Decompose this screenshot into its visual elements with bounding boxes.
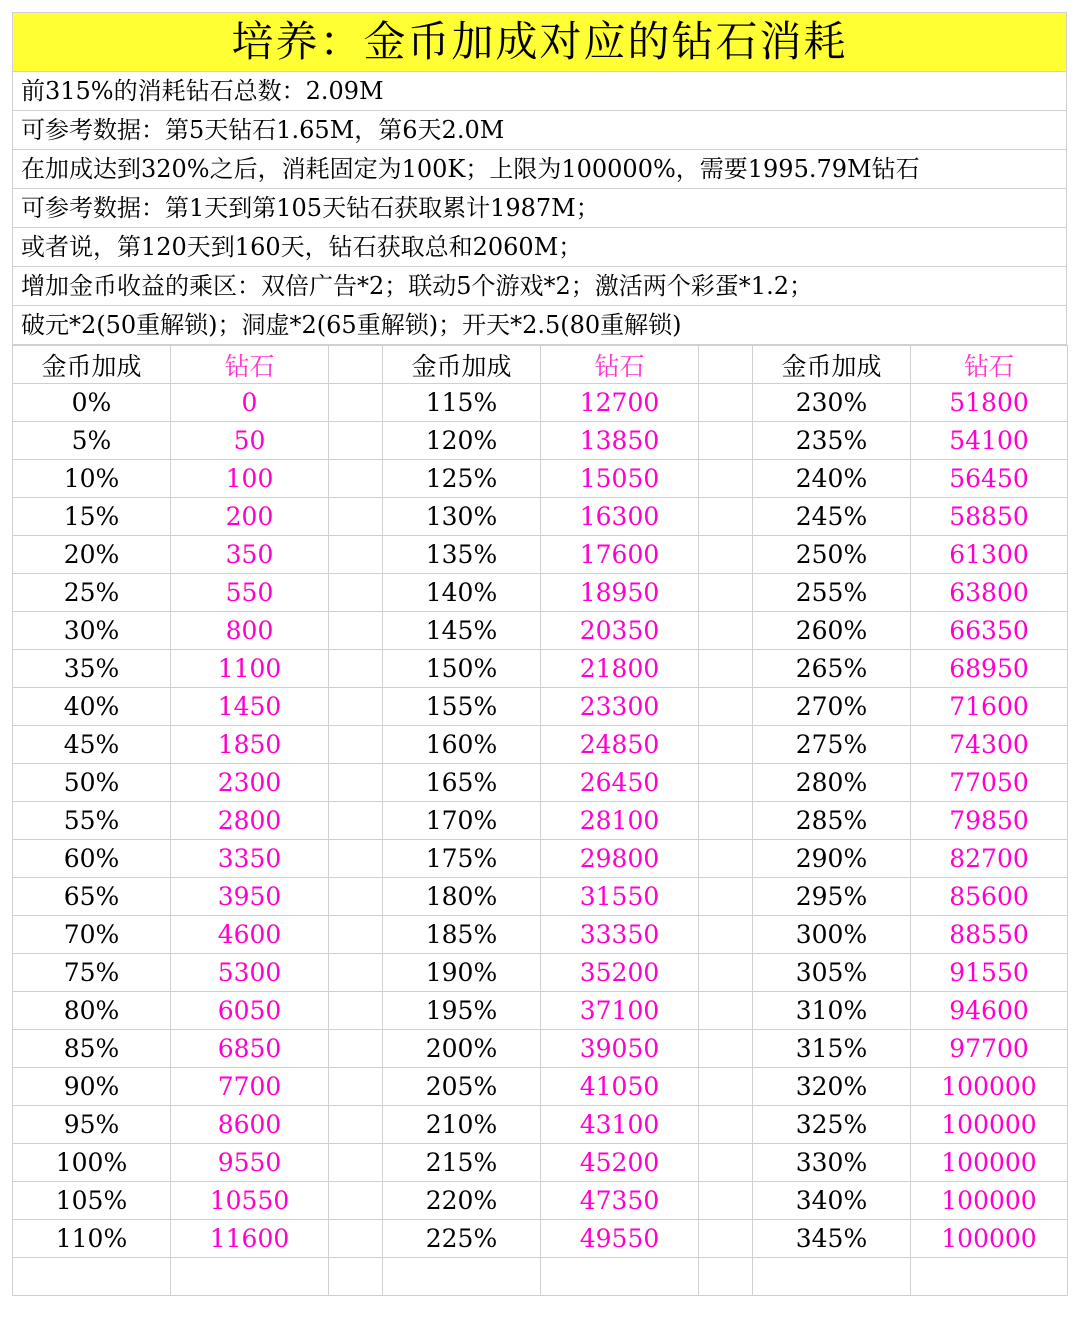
spacer-cell: [329, 726, 383, 764]
spacer-cell: [329, 954, 383, 992]
bonus-cell: 55%: [13, 802, 171, 840]
spacer-cell: [329, 536, 383, 574]
bonus-cell: 105%: [13, 1182, 171, 1220]
bonus-cell: 220%: [383, 1182, 541, 1220]
diamond-cell: 550: [171, 574, 329, 612]
diamond-cell: 100000: [911, 1220, 1068, 1258]
bonus-cell: 165%: [383, 764, 541, 802]
bonus-cell: 225%: [383, 1220, 541, 1258]
header-bonus: 金币加成: [13, 346, 171, 384]
diamond-cell: 45200: [541, 1144, 699, 1182]
header-bonus: 金币加成: [753, 346, 911, 384]
bonus-cell: 75%: [13, 954, 171, 992]
table-row: [13, 878, 1068, 916]
diamond-cell: 18950: [541, 574, 699, 612]
diamond-cell: 39050: [541, 1030, 699, 1068]
diamond-cell: 17600: [541, 536, 699, 574]
bonus-cell: 155%: [383, 688, 541, 726]
spacer-cell: [329, 612, 383, 650]
empty-cell: [753, 1258, 911, 1296]
spreadsheet: [12, 12, 1067, 1296]
diamond-cell: 15050: [541, 460, 699, 498]
spacer-cell: [699, 612, 753, 650]
diamond-cell: 91550: [911, 954, 1068, 992]
diamond-cell: 20350: [541, 612, 699, 650]
bonus-cell: 5%: [13, 422, 171, 460]
diamond-cell: 5300: [171, 954, 329, 992]
diamond-cell: 2800: [171, 802, 329, 840]
spacer-cell: [699, 954, 753, 992]
spacer-cell: [699, 688, 753, 726]
note-row: 增加金币收益的乘区：双倍广告*2；联动5个游戏*2；激活两个彩蛋*1.2；: [12, 267, 1067, 306]
spacer-cell: [329, 1068, 383, 1106]
note-row: 可参考数据：第1天到第105天钻石获取累计1987M；: [12, 189, 1067, 228]
bonus-cell: 100%: [13, 1144, 171, 1182]
empty-cell: [541, 1258, 699, 1296]
diamond-cell: 7700: [171, 1068, 329, 1106]
table-row: [13, 650, 1068, 688]
diamond-cell: 35200: [541, 954, 699, 992]
bonus-cell: 35%: [13, 650, 171, 688]
bonus-cell: 180%: [383, 878, 541, 916]
bonus-cell: 330%: [753, 1144, 911, 1182]
diamond-cell: 8600: [171, 1106, 329, 1144]
diamond-cell: 1450: [171, 688, 329, 726]
spacer-cell: [329, 840, 383, 878]
spacer-cell: [699, 916, 753, 954]
diamond-cell: 10550: [171, 1182, 329, 1220]
diamond-cell: 800: [171, 612, 329, 650]
sheet-title: 培养：金币加成对应的钻石消耗: [12, 12, 1067, 72]
bonus-cell: 200%: [383, 1030, 541, 1068]
bonus-cell: 285%: [753, 802, 911, 840]
spacer-cell: [699, 384, 753, 422]
spacer-cell: [329, 384, 383, 422]
bonus-cell: 115%: [383, 384, 541, 422]
diamond-cell: 16300: [541, 498, 699, 536]
bonus-cell: 260%: [753, 612, 911, 650]
bonus-cell: 60%: [13, 840, 171, 878]
bonus-cell: 95%: [13, 1106, 171, 1144]
bonus-cell: 345%: [753, 1220, 911, 1258]
bonus-cell: 85%: [13, 1030, 171, 1068]
table-row: [13, 802, 1068, 840]
bonus-cell: 120%: [383, 422, 541, 460]
diamond-cell: 63800: [911, 574, 1068, 612]
note-row: 可参考数据：第5天钻石1.65M，第6天2.0M: [12, 111, 1067, 150]
bonus-cell: 325%: [753, 1106, 911, 1144]
bonus-cell: 45%: [13, 726, 171, 764]
bonus-cell: 50%: [13, 764, 171, 802]
spacer-cell: [699, 574, 753, 612]
bonus-cell: 145%: [383, 612, 541, 650]
table-row: [13, 460, 1068, 498]
spacer-cell: [699, 1106, 753, 1144]
spacer-cell: [699, 878, 753, 916]
bonus-cell: 305%: [753, 954, 911, 992]
spacer-cell: [329, 650, 383, 688]
spacer-cell: [699, 650, 753, 688]
bonus-cell: 110%: [13, 1220, 171, 1258]
note-row: 破元*2(50重解锁)；洞虚*2(65重解锁)；开天*2.5(80重解锁): [12, 306, 1067, 345]
empty-cell: [171, 1258, 329, 1296]
bonus-cell: 235%: [753, 422, 911, 460]
diamond-cell: 37100: [541, 992, 699, 1030]
spacer-cell: [699, 346, 753, 384]
bonus-cell: 275%: [753, 726, 911, 764]
bonus-cell: 90%: [13, 1068, 171, 1106]
spacer-cell: [329, 498, 383, 536]
table-row: [13, 422, 1068, 460]
bonus-cell: 255%: [753, 574, 911, 612]
spacer-cell: [329, 346, 383, 384]
diamond-cell: 61300: [911, 536, 1068, 574]
diamond-cell: 200: [171, 498, 329, 536]
diamond-cell: 1100: [171, 650, 329, 688]
spacer-cell: [699, 992, 753, 1030]
table-row: [13, 1068, 1068, 1106]
bonus-cell: 300%: [753, 916, 911, 954]
bonus-cell: 30%: [13, 612, 171, 650]
bonus-cell: 340%: [753, 1182, 911, 1220]
header-row: [13, 346, 1068, 384]
bonus-cell: 40%: [13, 688, 171, 726]
bonus-cell: 320%: [753, 1068, 911, 1106]
spacer-cell: [699, 1030, 753, 1068]
table-row: [13, 1144, 1068, 1182]
bonus-cell: 270%: [753, 688, 911, 726]
bonus-cell: 175%: [383, 840, 541, 878]
diamond-cell: 82700: [911, 840, 1068, 878]
table-row: [13, 954, 1068, 992]
table-row: [13, 612, 1068, 650]
diamond-cell: 4600: [171, 916, 329, 954]
empty-row: [13, 1258, 1068, 1296]
bonus-cell: 265%: [753, 650, 911, 688]
bonus-cell: 20%: [13, 536, 171, 574]
spacer-cell: [329, 422, 383, 460]
diamond-cell: 97700: [911, 1030, 1068, 1068]
spacer-cell: [699, 1220, 753, 1258]
bonus-cell: 310%: [753, 992, 911, 1030]
bonus-cell: 130%: [383, 498, 541, 536]
diamond-cell: 71600: [911, 688, 1068, 726]
diamond-cell: 51800: [911, 384, 1068, 422]
table-row: [13, 498, 1068, 536]
spacer-cell: [329, 1220, 383, 1258]
bonus-cell: 70%: [13, 916, 171, 954]
bonus-cell: 140%: [383, 574, 541, 612]
spacer-cell: [329, 574, 383, 612]
header-diamond: 钻石: [171, 346, 329, 384]
diamond-cell: 24850: [541, 726, 699, 764]
table-row: [13, 726, 1068, 764]
bonus-cell: 245%: [753, 498, 911, 536]
diamond-cell: 21800: [541, 650, 699, 688]
note-row: 或者说，第120天到160天，钻石获取总和2060M；: [12, 228, 1067, 267]
bonus-cell: 170%: [383, 802, 541, 840]
diamond-cell: 100000: [911, 1106, 1068, 1144]
spacer-cell: [699, 1068, 753, 1106]
diamond-cell: 13850: [541, 422, 699, 460]
bonus-cell: 150%: [383, 650, 541, 688]
spacer-cell: [699, 1144, 753, 1182]
diamond-cell: 6050: [171, 992, 329, 1030]
spacer-cell: [329, 764, 383, 802]
table-row: [13, 916, 1068, 954]
bonus-cell: 0%: [13, 384, 171, 422]
diamond-cell: 43100: [541, 1106, 699, 1144]
table-row: [13, 384, 1068, 422]
table-row: [13, 1182, 1068, 1220]
diamond-cell: 77050: [911, 764, 1068, 802]
bonus-cell: 65%: [13, 878, 171, 916]
diamond-cell: 88550: [911, 916, 1068, 954]
cost-table: [12, 345, 1068, 1296]
bonus-cell: 240%: [753, 460, 911, 498]
diamond-cell: 47350: [541, 1182, 699, 1220]
spacer-cell: [699, 840, 753, 878]
bonus-cell: 210%: [383, 1106, 541, 1144]
table-row: [13, 574, 1068, 612]
bonus-cell: 290%: [753, 840, 911, 878]
header-diamond: 钻石: [541, 346, 699, 384]
bonus-cell: 10%: [13, 460, 171, 498]
diamond-cell: 28100: [541, 802, 699, 840]
diamond-cell: 33350: [541, 916, 699, 954]
diamond-cell: 2300: [171, 764, 329, 802]
diamond-cell: 1850: [171, 726, 329, 764]
bonus-cell: 125%: [383, 460, 541, 498]
bonus-cell: 315%: [753, 1030, 911, 1068]
diamond-cell: 54100: [911, 422, 1068, 460]
header-diamond: 钻石: [911, 346, 1068, 384]
diamond-cell: 100000: [911, 1182, 1068, 1220]
diamond-cell: 79850: [911, 802, 1068, 840]
note-row: 在加成达到320%之后，消耗固定为100K；上限为100000%，需要1995.79M钻石: [12, 150, 1067, 189]
diamond-cell: 23300: [541, 688, 699, 726]
spacer-cell: [329, 1144, 383, 1182]
diamond-cell: 29800: [541, 840, 699, 878]
diamond-cell: 31550: [541, 878, 699, 916]
spacer-cell: [699, 422, 753, 460]
diamond-cell: 66350: [911, 612, 1068, 650]
spacer-cell: [329, 992, 383, 1030]
diamond-cell: 3950: [171, 878, 329, 916]
diamond-cell: 85600: [911, 878, 1068, 916]
empty-cell: [13, 1258, 171, 1296]
spacer-cell: [699, 536, 753, 574]
bonus-cell: 160%: [383, 726, 541, 764]
table-row: [13, 536, 1068, 574]
diamond-cell: 100: [171, 460, 329, 498]
bonus-cell: 80%: [13, 992, 171, 1030]
table-row: [13, 840, 1068, 878]
header-bonus: 金币加成: [383, 346, 541, 384]
table-row: [13, 992, 1068, 1030]
table-row: [13, 764, 1068, 802]
bonus-cell: 295%: [753, 878, 911, 916]
bonus-cell: 205%: [383, 1068, 541, 1106]
diamond-cell: 6850: [171, 1030, 329, 1068]
note-row: 前315%的消耗钻石总数：2.09M: [12, 72, 1067, 111]
spacer-cell: [329, 1030, 383, 1068]
diamond-cell: 0: [171, 384, 329, 422]
diamond-cell: 68950: [911, 650, 1068, 688]
empty-cell: [699, 1258, 753, 1296]
diamond-cell: 100000: [911, 1144, 1068, 1182]
diamond-cell: 49550: [541, 1220, 699, 1258]
diamond-cell: 41050: [541, 1068, 699, 1106]
table-row: [13, 1030, 1068, 1068]
diamond-cell: 50: [171, 422, 329, 460]
table-row: [13, 1106, 1068, 1144]
spacer-cell: [329, 916, 383, 954]
spacer-cell: [699, 498, 753, 536]
bonus-cell: 185%: [383, 916, 541, 954]
spacer-cell: [699, 1182, 753, 1220]
table-row: [13, 688, 1068, 726]
bonus-cell: 215%: [383, 1144, 541, 1182]
empty-cell: [329, 1258, 383, 1296]
empty-cell: [911, 1258, 1068, 1296]
bonus-cell: 15%: [13, 498, 171, 536]
diamond-cell: 3350: [171, 840, 329, 878]
spacer-cell: [329, 460, 383, 498]
bonus-cell: 230%: [753, 384, 911, 422]
bonus-cell: 135%: [383, 536, 541, 574]
bonus-cell: 195%: [383, 992, 541, 1030]
diamond-cell: 11600: [171, 1220, 329, 1258]
spacer-cell: [329, 1182, 383, 1220]
spacer-cell: [699, 726, 753, 764]
diamond-cell: 100000: [911, 1068, 1068, 1106]
bonus-cell: 25%: [13, 574, 171, 612]
spacer-cell: [699, 764, 753, 802]
spacer-cell: [329, 1106, 383, 1144]
cost-table-body: [13, 346, 1068, 1296]
spacer-cell: [699, 802, 753, 840]
spacer-cell: [329, 802, 383, 840]
empty-cell: [383, 1258, 541, 1296]
bonus-cell: 280%: [753, 764, 911, 802]
diamond-cell: 12700: [541, 384, 699, 422]
bonus-cell: 190%: [383, 954, 541, 992]
spacer-cell: [329, 688, 383, 726]
diamond-cell: 350: [171, 536, 329, 574]
diamond-cell: 26450: [541, 764, 699, 802]
diamond-cell: 56450: [911, 460, 1068, 498]
spacer-cell: [329, 878, 383, 916]
table-row: [13, 1220, 1068, 1258]
diamond-cell: 94600: [911, 992, 1068, 1030]
bonus-cell: 250%: [753, 536, 911, 574]
diamond-cell: 9550: [171, 1144, 329, 1182]
diamond-cell: 58850: [911, 498, 1068, 536]
spacer-cell: [699, 460, 753, 498]
diamond-cell: 74300: [911, 726, 1068, 764]
